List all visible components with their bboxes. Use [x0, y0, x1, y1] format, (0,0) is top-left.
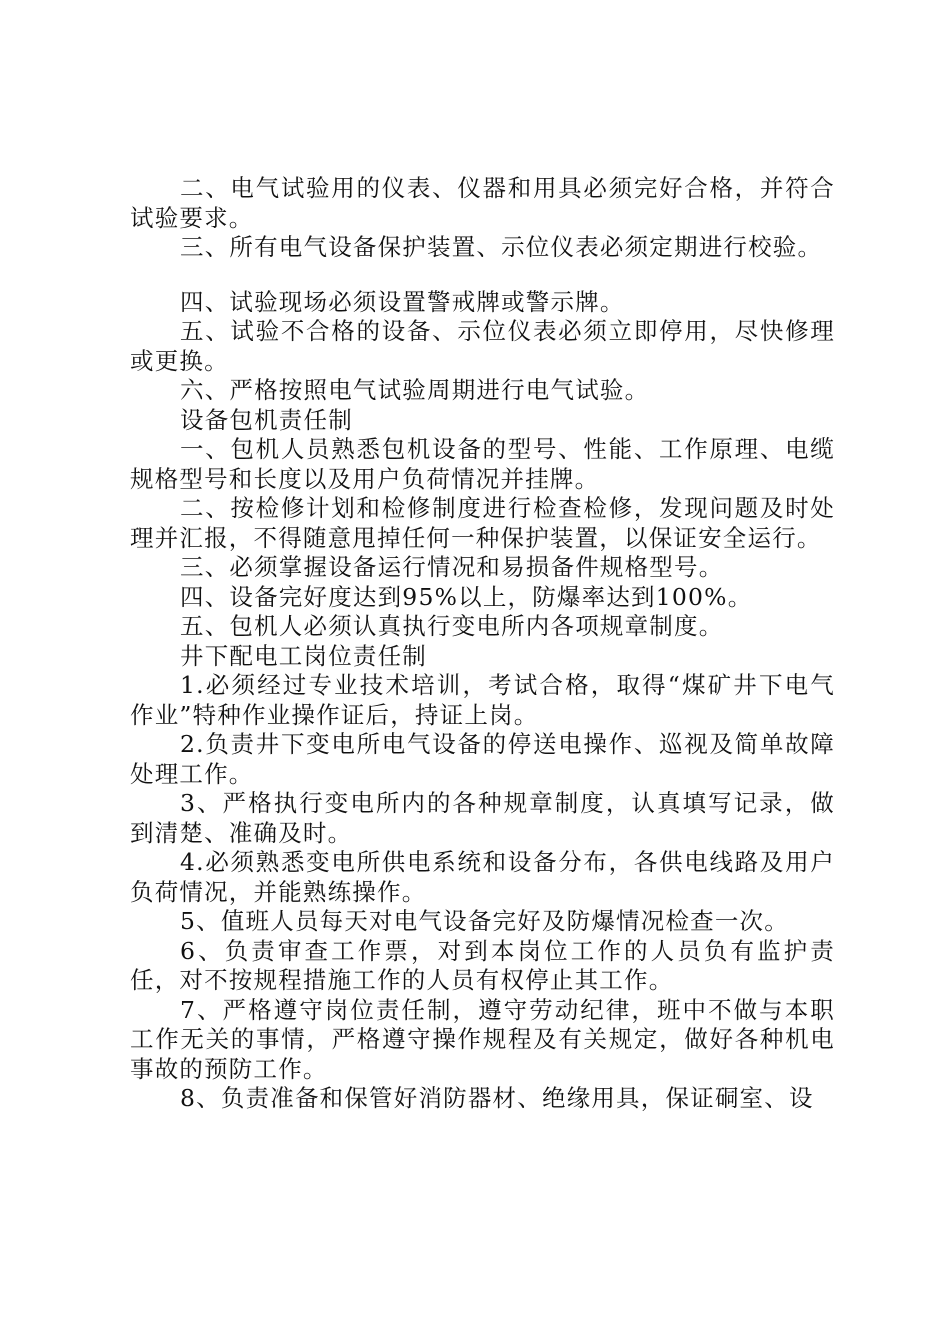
paragraph-16: 6、负责审查工作票，对到本岗位工作的人员负有监护责任，对不按规程措施工作的人员有权停止其工作。 — [130, 936, 835, 994]
paragraph-7: 二、按检修计划和检修制度进行检查检修，发现问题及时处理并汇报，不得随意甩掉任何一种保护装置，以保证安全运行。 — [130, 494, 835, 552]
blank-line — [130, 263, 835, 288]
paragraph-3: 四、试验现场必须设置警戒牌或警示牌。 — [180, 287, 625, 316]
paragraph-9: 四、设备完好度达到95%以上，防爆率达到100%。 — [180, 582, 753, 611]
document-body — [130, 174, 835, 1114]
paragraph-5: 六、严格按照电气试验周期进行电气试验。 — [180, 376, 650, 404]
paragraph-11: 1.必须经过专业技术培训，考试合格，取得“煤矿井下电气作业”特种作业操作证后，持证上岗。 — [130, 671, 835, 729]
paragraph-10: 五、包机人必须认真执行变电所内各项规章制度。 — [180, 612, 724, 640]
section-heading-distribution-worker: 井下配电工岗位责任制 — [180, 641, 427, 670]
paragraph-8: 三、必须掌握设备运行情况和易损备件规格型号。 — [180, 553, 724, 581]
paragraph-14: 4.必须熟悉变电所供电系统和设备分布，各供电线路及用户负荷情况，并能熟练操作。 — [130, 848, 835, 906]
paragraph-13: 3、严格执行变电所内的各种规章制度，认真填写记录，做到清楚、准确及时。 — [130, 789, 835, 847]
paragraph-15: 5、值班人员每天对电气设备完好及防爆情况检查一次。 — [180, 907, 789, 935]
paragraph-6: 一、包机人员熟悉包机设备的型号、性能、工作原理、电缆规格型号和长度以及用户负荷情况并挂牌。 — [130, 435, 835, 493]
paragraph-4: 五、试验不合格的设备、示位仪表必须立即停用，尽快修理或更换。 — [130, 317, 835, 375]
paragraph-18: 8、负责准备和保管好消防器材、绝缘用具，保证硐室、设 — [180, 1084, 814, 1112]
section-heading-equipment-responsibility: 设备包机责任制 — [180, 405, 353, 434]
paragraph-17: 7、严格遵守岗位责任制，遵守劳动纪律，班中不做与本职工作无关的事情，严格遵守操作规程及有关规定，做好各种机电事故的预防工作。 — [130, 995, 835, 1083]
paragraph-12: 2.负责井下变电所电气设备的停送电操作、巡视及简单故障处理工作。 — [130, 730, 835, 788]
paragraph-1: 二、电气试验用的仪表、仪器和用具必须完好合格，并符合试验要求。 — [130, 174, 835, 232]
paragraph-2: 三、所有电气设备保护装置、示位仪表必须定期进行校验。 — [180, 233, 823, 261]
